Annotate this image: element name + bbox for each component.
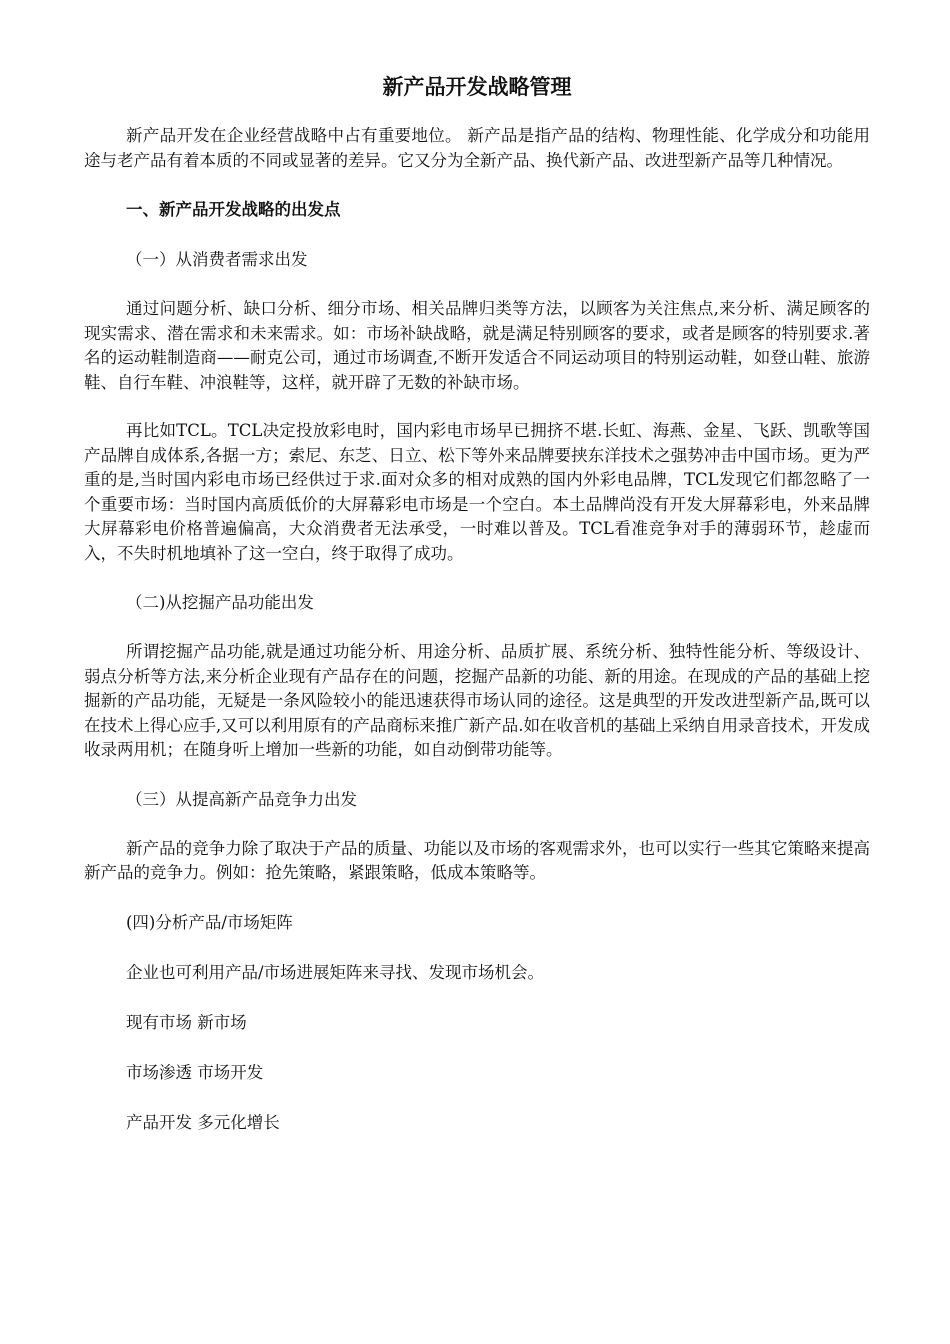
section-heading: 一、新产品开发战略的出发点 (126, 200, 341, 219)
subsection-heading-3: （三）从提高新产品竞争力出发 (126, 789, 357, 809)
subsection-heading-1: （一）从消费者需求出发 (126, 250, 308, 269)
matrix-row-2: 市场渗透 市场开发 (126, 1062, 264, 1082)
subsection-1-paragraph-2: 再比如TCL。TCL决定投放彩电时，国内彩电市场早已拥挤不堪.长虹、海燕、金星、飞跃、凯歌等国产品牌自成体系,各据一方；索尼、东芝、日立、松下等外来品牌要挟东洋技术之强势冲击中国市场。更为严重的是,当时国内彩电市场已经供过于求.面对众多的相对成熟的国内外彩电品牌，TCL发现它们都忽略了一个重要市场：当时国内高质低价的大屏幕彩电市场是一个空白。本土品牌尚没有开发大屏幕彩电，外来品牌大屏幕彩电价格普遍偏高，大众消费者无法承受，一时难以普及。TCL看准竞争对手的薄弱环节，趁虚而入，不失时机地填补了这一空白，终于取得了成功。 (84, 421, 870, 563)
matrix-row-1: 现有市场 新市场 (126, 1012, 247, 1032)
subsection-1-paragraph-1: 通过问题分析、缺口分析、细分市场、相关品牌归类等方法，以顾客为关注焦点,来分析、满足顾客的现实需求、潜在需求和未来需求。如：市场补缺战略，就是满足特别顾客的要求，或者是顾客的特别要求.著名的运动鞋制造商——耐克公司，通过市场调查,不断开发适合不同运动项目的特别运动鞋，如登山鞋、旅游鞋、自行车鞋、冲浪鞋等，这样，就开辟了无数的补缺市场。 (84, 299, 870, 392)
subsection-heading-2: （二)从挖掘产品功能出发 (126, 593, 314, 612)
subsection-heading-4: (四)分析产品/市场矩阵 (126, 912, 293, 932)
matrix-row-3: 产品开发 多元化增长 (126, 1112, 280, 1132)
subsection-2-paragraph: 所谓挖掘产品功能,就是通过功能分析、用途分析、品质扩展、系统分析、独特性能分析、等级设计、弱点分析等方法,来分析企业现有产品存在的问题，挖掘产品新的功能、新的用途。在现成的产品的基础上挖掘新的产品功能，无疑是一条风险较小的能迅速获得市场认同的途径。这是典型的开发改进型新产品,既可以在技术上得心应手,又可以利用原有的产品商标来推广新产品.如在收音机的基础上采纳自用录音技术，开发成收录两用机；在随身听上增加一些新的功能，如自动倒带功能等。 (84, 642, 870, 759)
subsection-3-paragraph: 新产品的竞争力除了取决于产品的质量、功能以及市场的客观需求外，也可以实行一些其它策略来提高新产品的竞争力。例如：抢先策略，紧跟策略，低成本策略等。 (84, 838, 870, 882)
document-title: 新产品开发战略管理 (382, 75, 572, 99)
intro-paragraph: 新产品开发在企业经营战略中占有重要地位。 新产品是指产品的结构、物理性能、化学成分和功能用途与老产品有着本质的不同或显著的差异。它又分为全新产品、换代新产品、改进型新产品等几种情况。 (84, 126, 870, 170)
subsection-4-paragraph: 企业也可利用产品/市场进展矩阵来寻找、发现市场机会。 (126, 962, 545, 982)
